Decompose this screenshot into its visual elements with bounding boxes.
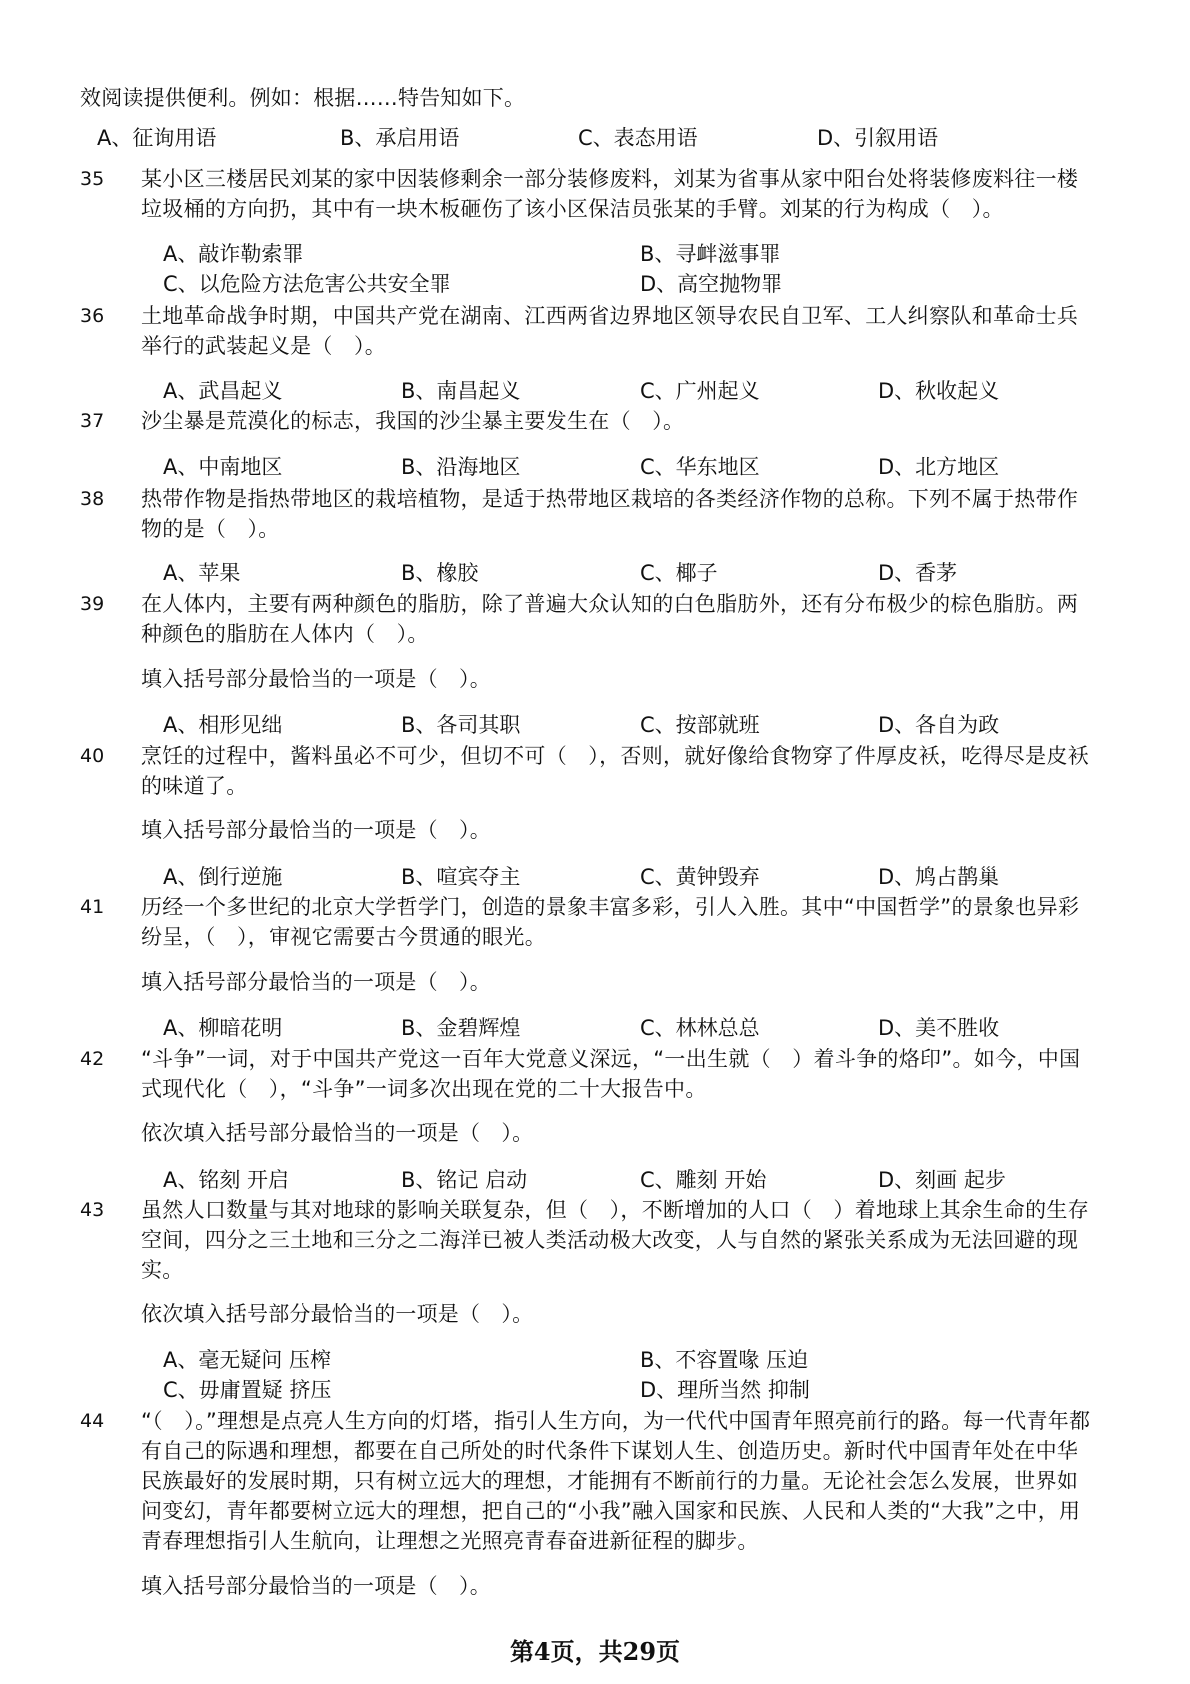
- page-footer: 第4页，共29页: [509, 1637, 681, 1666]
- question-text: 某小区三楼居民刘某的家中因装修剩余一部分装修废料，刘某为省事从家中阳台处将装修废料往一楼垃圾桶的方向扔，其中有一块木板砸伤了该小区保洁员张某的手臂。刘某的行为构成（ ）。: [141, 167, 1079, 221]
- option-a: A、铭刻 开启: [163, 1168, 290, 1192]
- option-d: D、美不胜收: [878, 1016, 1000, 1040]
- option-a: A、苹果: [163, 561, 241, 585]
- intro-option-a: A、征询用语: [97, 126, 217, 150]
- question-text: 烹饪的过程中，酱料虽必不可少，但切不可（ ），否则，就好像给食物穿了件厚皮袄，吃得尽是皮袄的味道了。: [141, 744, 1089, 798]
- option-a: A、倒行逆施: [163, 865, 283, 889]
- question-prompt: 依次填入括号部分最恰当的一项是（ ）。: [141, 1121, 534, 1145]
- question-number: 38: [80, 488, 105, 510]
- question-text: 历经一个多世纪的北京大学哲学门，创造的景象丰富多彩，引人入胜。其中“中国哲学”的景象也异彩纷呈，（ ），审视它需要古今贯通的眼光。: [141, 895, 1080, 949]
- question-text: 在人体内，主要有两种颜色的脂肪，除了普遍大众认知的白色脂肪外，还有分布极少的棕色脂肪。两种颜色的脂肪在人体内（ ）。: [141, 592, 1079, 646]
- question-prompt: 填入括号部分最恰当的一项是（ ）。: [141, 1574, 491, 1598]
- option-b: B、各司其职: [401, 713, 521, 737]
- intro-option-d: D、引叙用语: [817, 126, 939, 150]
- question-text: 虽然人口数量与其对地球的影响关联复杂，但（ ），不断增加的人口（ ）着地球上其余生命的生存空间，四分之三土地和三分之二海洋已被人类活动极大改变，人与自然的紧张关系成为无法回避的现实。: [141, 1198, 1089, 1282]
- option-b: B、铭记 启动: [401, 1168, 528, 1192]
- option-d: D、香茅: [878, 561, 958, 585]
- option-c: C、椰子: [640, 561, 718, 585]
- option-a: A、敲诈勒索罪: [163, 242, 304, 266]
- option-d: D、北方地区: [878, 455, 1000, 479]
- question-text: “斗争”一词，对于中国共产党这一百年大党意义深远，“一出生就（ ）着斗争的烙印”。如今，中国式现代化（ ），“斗争”一词多次出现在党的二十大报告中。: [141, 1047, 1081, 1101]
- option-b: B、寻衅滋事罪: [640, 242, 781, 266]
- option-d: D、各自为政: [878, 713, 1000, 737]
- option-d: D、理所当然 抑制: [640, 1378, 810, 1402]
- option-d: D、秋收起义: [878, 379, 1000, 403]
- option-b: B、南昌起义: [401, 379, 521, 403]
- intro-option-b: B、承启用语: [340, 126, 460, 150]
- question-prompt: 填入括号部分最恰当的一项是（ ）。: [141, 970, 491, 994]
- intro-line: 效阅读提供便利。例如：根据……特告知如下。: [80, 86, 526, 110]
- option-b: B、金碧辉煌: [401, 1016, 521, 1040]
- option-c: C、广州起义: [640, 379, 760, 403]
- question-prompt: 依次填入括号部分最恰当的一项是（ ）。: [141, 1302, 534, 1326]
- question-text: 热带作物是指热带地区的栽培植物，是适于热带地区栽培的各类经济作物的总称。下列不属于热带作物的是（ ）。: [141, 487, 1079, 541]
- option-a: A、相形见绌: [163, 713, 283, 737]
- option-a: A、柳暗花明: [163, 1016, 283, 1040]
- option-c: C、华东地区: [640, 455, 760, 479]
- question-prompt: 填入括号部分最恰当的一项是（ ）。: [141, 667, 491, 691]
- option-b: B、喧宾夺主: [401, 865, 521, 889]
- option-c: C、按部就班: [640, 713, 760, 737]
- question-number: 44: [80, 1410, 105, 1432]
- option-b: B、橡胶: [401, 561, 479, 585]
- question-number: 37: [80, 410, 105, 432]
- question-number: 41: [80, 896, 105, 918]
- question-prompt: 填入括号部分最恰当的一项是（ ）。: [141, 818, 491, 842]
- option-a: A、武昌起义: [163, 379, 283, 403]
- option-b: B、沿海地区: [401, 455, 521, 479]
- question-number: 35: [80, 168, 105, 190]
- option-a: A、毫无疑问 压榨: [163, 1348, 332, 1372]
- question-number: 43: [80, 1199, 105, 1221]
- option-c: C、以危险方法危害公共安全罪: [163, 272, 451, 296]
- intro-option-c: C、表态用语: [578, 126, 698, 150]
- option-c: C、雕刻 开始: [640, 1168, 767, 1192]
- option-d: D、高空抛物罪: [640, 272, 783, 296]
- option-c: C、林林总总: [640, 1016, 760, 1040]
- question-text: “（ ）。”理想是点亮人生方向的灯塔，指引人生方向，为一代代中国青年照亮前行的路。每一代青年都有自己的际遇和理想，都要在自己所处的时代条件下谋划人生、创造历史。新时代中国青年处在中华民族最好的发展时期，只有树立远大的理想，才能拥有不断前行的力量。无论社会怎么发展，世界如问变幻，青年都要树立远大的理想，把自己的“小我”融入国家和民族、人民和人类的“大我”之中，用青春理想指引人生航向，让理想之光照亮青春奋进新征程的脚步。: [141, 1409, 1091, 1553]
- option-a: A、中南地区: [163, 455, 283, 479]
- question-text: 沙尘暴是荒漠化的标志，我国的沙尘暴主要发生在（ ）。: [141, 409, 685, 433]
- question-number: 39: [80, 593, 105, 615]
- option-d: D、刻画 起步: [878, 1168, 1006, 1192]
- question-number: 42: [80, 1048, 105, 1070]
- option-c: C、黄钟毁弃: [640, 865, 760, 889]
- option-c: C、毋庸置疑 挤压: [163, 1378, 332, 1402]
- question-number: 36: [80, 305, 105, 327]
- question-number: 40: [80, 745, 105, 767]
- option-b: B、不容置喙 压迫: [640, 1348, 809, 1372]
- question-text: 土地革命战争时期，中国共产党在湖南、江西两省边界地区领导农民自卫军、工人纠察队和革命士兵举行的武装起义是（ ）。: [141, 304, 1079, 358]
- option-d: D、鸠占鹊巢: [878, 865, 1000, 889]
